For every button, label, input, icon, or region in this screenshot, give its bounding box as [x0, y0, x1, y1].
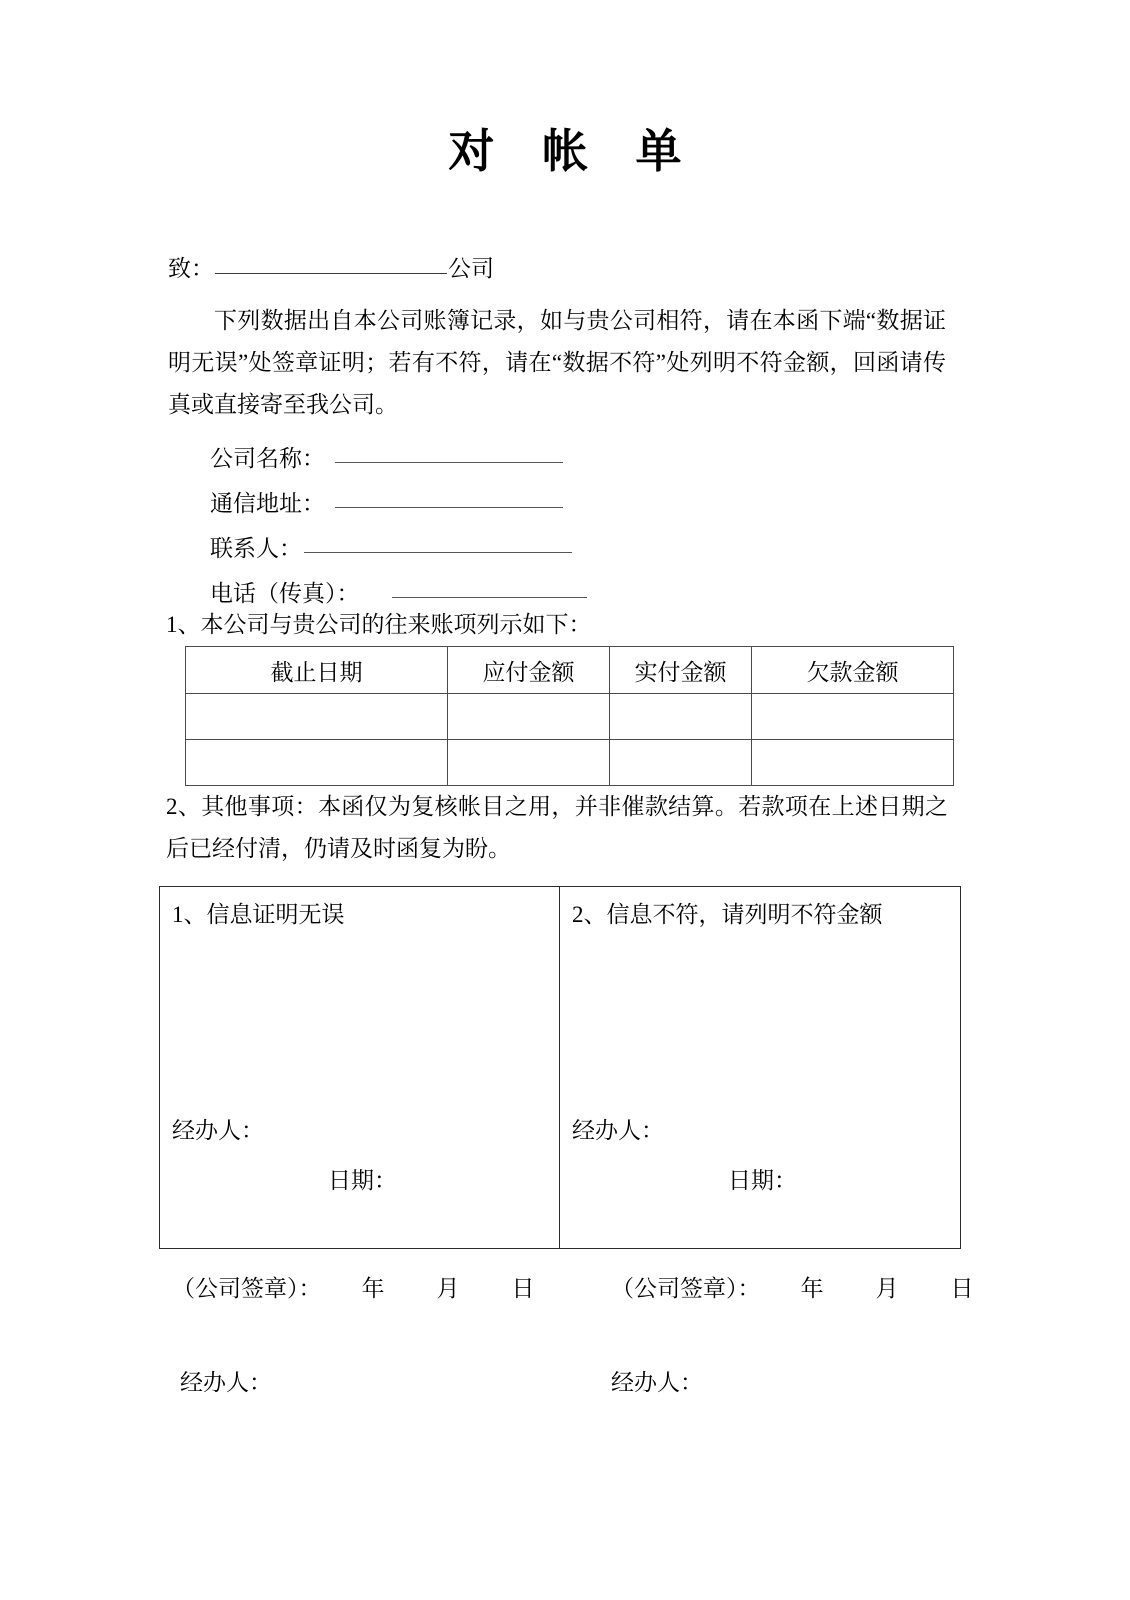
year-label-right: 年: [800, 1276, 824, 1301]
mailing-address-blank[interactable]: [335, 507, 563, 508]
column-header-cutoff-date: 截止日期: [186, 647, 448, 694]
contact-person-label: 联系人：: [210, 536, 302, 561]
cell-paid-amount[interactable]: [610, 694, 752, 740]
discrepancy-heading: 2、信息不符，请列明不符金额: [572, 902, 883, 927]
seal-label-left: （公司签章）：: [172, 1276, 322, 1301]
clause-one-text: 1、本公司与贵公司的往来账项列示如下：: [166, 612, 592, 637]
phone-fax-blank[interactable]: [392, 597, 587, 598]
month-label-right: 月: [875, 1276, 899, 1301]
body-paragraph: 下列数据出自本公司账簿记录，如与贵公司相符，请在本函下端“数据证明无误”处签章证明；若有不符，请在“数据不符”处列明不符金额，回函请传真或直接寄至我公司。: [168, 308, 946, 417]
salutation-suffix: 公司: [448, 256, 494, 281]
salutation-prefix: 致：: [168, 256, 214, 281]
salutation-line: [168, 252, 494, 286]
cell-outstanding-amount[interactable]: [752, 740, 954, 786]
company-name-label: 公司名称：: [210, 446, 325, 471]
footer-handler-label-left[interactable]: 经办人：: [180, 1370, 272, 1395]
column-header-payable-amount: 应付金额: [448, 647, 610, 694]
clause-two-text: 2、其他事项：本函仅为复核帐目之用，并非催款结算。若款项在上述日期之后已经付清，仍请及时函复为盼。: [166, 794, 948, 861]
cell-payable-amount[interactable]: [448, 740, 610, 786]
confirmed-handler-label[interactable]: 经办人：: [172, 1118, 264, 1143]
day-label-right: 日: [950, 1276, 974, 1301]
discrepancy-date-label[interactable]: 日期：: [728, 1168, 797, 1193]
mailing-address-label: 通信地址：: [210, 491, 325, 516]
confirmed-date-label[interactable]: 日期：: [328, 1168, 397, 1193]
field-row-company-name: [210, 436, 710, 481]
footer-seal-row-right: [611, 1272, 974, 1306]
table-row: [186, 694, 954, 740]
phone-fax-label: 电话（传真）：: [210, 581, 360, 606]
cell-cutoff-date[interactable]: [186, 740, 448, 786]
contact-fields-group: [210, 436, 710, 616]
table-header-row: [186, 647, 954, 694]
confirmation-cell-confirmed: [160, 887, 560, 1248]
recipient-company-blank[interactable]: [215, 273, 447, 274]
year-label-left: 年: [361, 1276, 385, 1301]
table-row: [186, 740, 954, 786]
seal-label-right: （公司签章）：: [611, 1276, 761, 1301]
month-label-left: 月: [436, 1276, 460, 1301]
column-header-paid-amount: 实付金额: [610, 647, 752, 694]
field-row-mailing-address: [210, 481, 710, 526]
day-label-left: 日: [511, 1276, 535, 1301]
confirmed-heading: 1、信息证明无误: [172, 902, 345, 927]
cell-payable-amount[interactable]: [448, 694, 610, 740]
ledger-table: [185, 646, 954, 786]
cell-paid-amount[interactable]: [610, 740, 752, 786]
page-title: 对 帐 单: [448, 126, 700, 177]
cell-cutoff-date[interactable]: [186, 694, 448, 740]
cell-outstanding-amount[interactable]: [752, 694, 954, 740]
footer-handler-label-right[interactable]: 经办人：: [611, 1370, 703, 1395]
footer-seal-row-left: [172, 1272, 535, 1306]
confirmation-box: [159, 886, 961, 1249]
contact-person-blank[interactable]: [304, 552, 572, 553]
confirmation-cell-discrepancy: [560, 887, 960, 1248]
column-header-outstanding-amount: 欠款金额: [752, 647, 954, 694]
field-row-contact-person: [210, 526, 710, 571]
discrepancy-handler-label[interactable]: 经办人：: [572, 1118, 664, 1143]
company-name-blank[interactable]: [335, 462, 563, 463]
